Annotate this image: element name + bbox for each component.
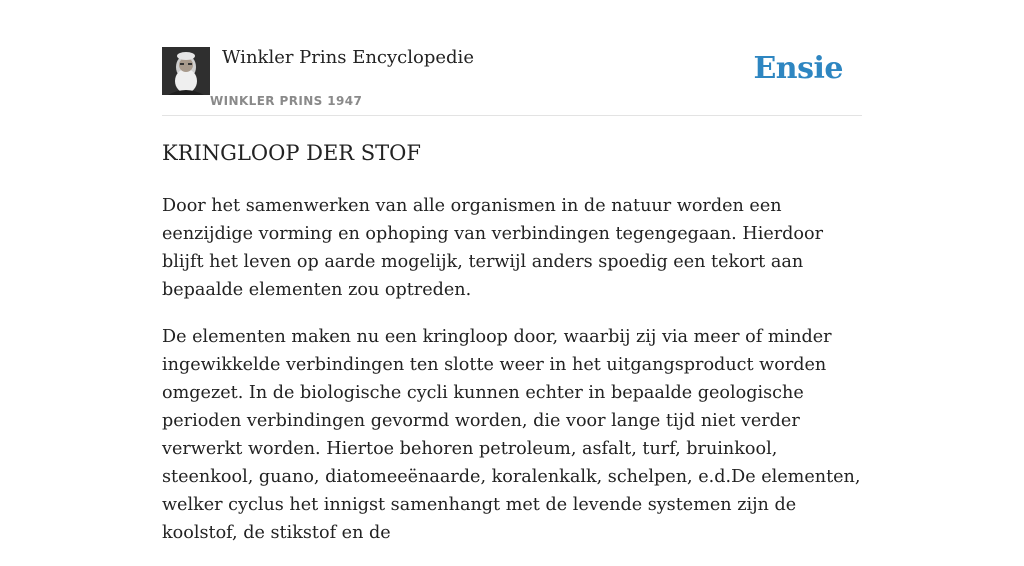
bearded-man-portrait-icon (162, 47, 210, 95)
article-paragraph: De elementen maken nu een kringloop door, waarbij zij via meer of minder ingewikkelde verbindingen ten slotte weer in het uitgangsproduct worden omgezet. In de biologische cycli kunnen echter in bepaalde geologische perioden verbindingen gevormd worden, die voor lange tijd niet verder verwerkt worden. Hiertoe behoren petroleum, asfalt, turf, bruinkool, steenkool, guano, diatomeeënaarde, koralenkalk, schelpen, e.d.De elementen, welker cyclus het innigst samenhangt met de levende systemen zijn de koolstof, de stikstof en de (162, 327, 861, 543)
source-subtitle[interactable]: WINKLER PRINS 1947 (210, 94, 363, 108)
source-header (162, 45, 862, 116)
article-body (162, 192, 862, 566)
brand-logo[interactable]: Ensie (753, 51, 843, 86)
article-title: KRINGLOOP DER STOF (162, 141, 421, 165)
article-paragraph: Door het samenwerken van alle organismen in de natuur worden een eenzijdige vorming en ophoping van verbindingen tegengegaan. Hierdoor blijft het leven op aarde mogelijk, terwijl anders spoedig een tekort aan bepaalde elementen zou optreden. (162, 196, 824, 300)
source-title[interactable]: Winkler Prins Encyclopedie (222, 47, 474, 68)
avatar[interactable] (162, 47, 210, 95)
